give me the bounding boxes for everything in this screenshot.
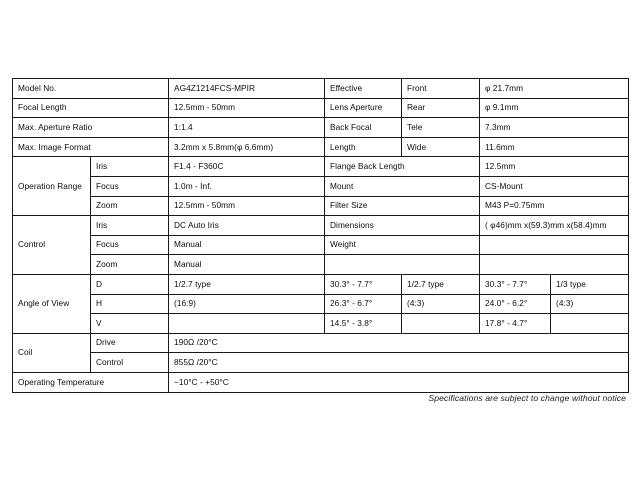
cell-op-focus-value: 1.0m - Inf. <box>169 176 325 196</box>
cell-coil-label: Coil <box>13 333 91 372</box>
cell-length-label: Length <box>325 137 402 157</box>
cell-aov-g2-value: 30.3° - 7.7° <box>480 274 551 294</box>
cell-wide-label: Wide <box>402 137 480 157</box>
cell-aov-axis: V <box>91 314 169 334</box>
cell-max-image-format-label: Max. Image Format <box>13 137 169 157</box>
cell-aov-g2-type: (4:3) <box>402 294 480 314</box>
cell-rear-value: φ 9.1mm <box>480 98 629 118</box>
cell-aov-g1-value: 30.3° - 7.7° <box>325 274 402 294</box>
cell-aov-axis: H <box>91 294 169 314</box>
table-row <box>13 216 629 236</box>
cell-angle-of-view-label: Angle of View <box>13 274 91 333</box>
cell-aov-g1-type: (16:9) <box>169 294 325 314</box>
cell-aov-g1-value: 26.3° - 6.7° <box>325 294 402 314</box>
cell-aov-g3-type: (4:3) <box>551 294 629 314</box>
cell-filter-size-label: Filter Size <box>325 196 480 216</box>
cell-aov-g2-type <box>402 314 480 334</box>
cell-back-focal-label: Back Focal <box>325 118 402 138</box>
cell-coil-drive-label: Drive <box>91 333 169 353</box>
cell-max-aperture-ratio-value: 1:1.4 <box>169 118 325 138</box>
cell-op-iris-label: Iris <box>91 157 169 177</box>
cell-empty-right <box>480 255 629 275</box>
table-row <box>13 176 629 196</box>
cell-empty-left <box>325 255 480 275</box>
lens-specification-table <box>12 78 629 393</box>
cell-aov-axis: D <box>91 274 169 294</box>
cell-tele-label: Tele <box>402 118 480 138</box>
cell-ct-focus-value: Manual <box>169 235 325 255</box>
cell-op-focus-label: Focus <box>91 176 169 196</box>
table-row <box>13 196 629 216</box>
table-row <box>13 294 629 314</box>
cell-aov-g1-type <box>169 314 325 334</box>
table-row <box>13 157 629 177</box>
cell-aov-g1-type: 1/2.7 type <box>169 274 325 294</box>
table-row <box>13 235 629 255</box>
cell-dimensions-value: ( φ46)mm x(59.3)mm x(58.4)mm <box>480 216 629 236</box>
cell-model-no-value: AG4Z1214FCS-MPIR <box>169 79 325 99</box>
cell-effective-label: Effective <box>325 79 402 99</box>
cell-dimensions-label: Dimensions <box>325 216 480 236</box>
cell-ct-zoom-value: Manual <box>169 255 325 275</box>
cell-lens-aperture-label: Lens Aperture <box>325 98 402 118</box>
cell-max-aperture-ratio-label: Max. Aperture Ratio <box>13 118 169 138</box>
table-row <box>13 274 629 294</box>
cell-front-label: Front <box>402 79 480 99</box>
cell-aov-g2-value: 24.0° - 6.2° <box>480 294 551 314</box>
cell-focal-length-value: 12.5mm - 50mm <box>169 98 325 118</box>
cell-aov-g3-type: 1/3 type <box>551 274 629 294</box>
cell-op-iris-value: F1.4 - F360C <box>169 157 325 177</box>
cell-ct-zoom-label: Zoom <box>91 255 169 275</box>
cell-flange-back-length-value: 12.5mm <box>480 157 629 177</box>
cell-filter-size-value: M43 P=0.75mm <box>480 196 629 216</box>
cell-flange-back-length-label: Flange Back Length <box>325 157 480 177</box>
cell-max-image-format-value: 3.2mm x 5.8mm(φ 6.6mm) <box>169 137 325 157</box>
table-row <box>13 333 629 353</box>
cell-front-value: φ 21.7mm <box>480 79 629 99</box>
table-row <box>13 118 629 138</box>
cell-mount-label: Mount <box>325 176 480 196</box>
cell-aov-g1-value: 14.5° - 3.8° <box>325 314 402 334</box>
cell-coil-control-value: 855Ω /20°C <box>169 353 629 373</box>
footnote-disclaimer: Specifications are subject to change without notice <box>428 393 626 403</box>
table-row <box>13 353 629 373</box>
cell-op-zoom-label: Zoom <box>91 196 169 216</box>
table-row <box>13 314 629 334</box>
cell-operating-temperature-value: −10°C - +50°C <box>169 372 629 392</box>
cell-coil-drive-value: 190Ω /20°C <box>169 333 629 353</box>
cell-mount-value: CS-Mount <box>480 176 629 196</box>
cell-weight-label: Weight <box>325 235 480 255</box>
cell-focal-length-label: Focal Length <box>13 98 169 118</box>
table-row <box>13 372 629 392</box>
cell-aov-g3-type <box>551 314 629 334</box>
cell-ct-iris-value: DC Auto Iris <box>169 216 325 236</box>
cell-wide-value: 11.6mm <box>480 137 629 157</box>
cell-aov-g2-type: 1/2.7 type <box>402 274 480 294</box>
cell-tele-value: 7.3mm <box>480 118 629 138</box>
cell-ct-iris-label: Iris <box>91 216 169 236</box>
cell-coil-control-label: Control <box>91 353 169 373</box>
table-row <box>13 255 629 275</box>
cell-operation-range-label: Operation Range <box>13 157 91 216</box>
cell-rear-label: Rear <box>402 98 480 118</box>
cell-weight-value <box>480 235 629 255</box>
table-row <box>13 98 629 118</box>
cell-operating-temperature-label: Operating Temperature <box>13 372 169 392</box>
cell-op-zoom-value: 12.5mm - 50mm <box>169 196 325 216</box>
table-row <box>13 79 629 99</box>
cell-ct-focus-label: Focus <box>91 235 169 255</box>
cell-control-label: Control <box>13 216 91 275</box>
cell-aov-g2-value: 17.8° - 4.7° <box>480 314 551 334</box>
cell-model-no-label: Model No. <box>13 79 169 99</box>
table-row <box>13 137 629 157</box>
